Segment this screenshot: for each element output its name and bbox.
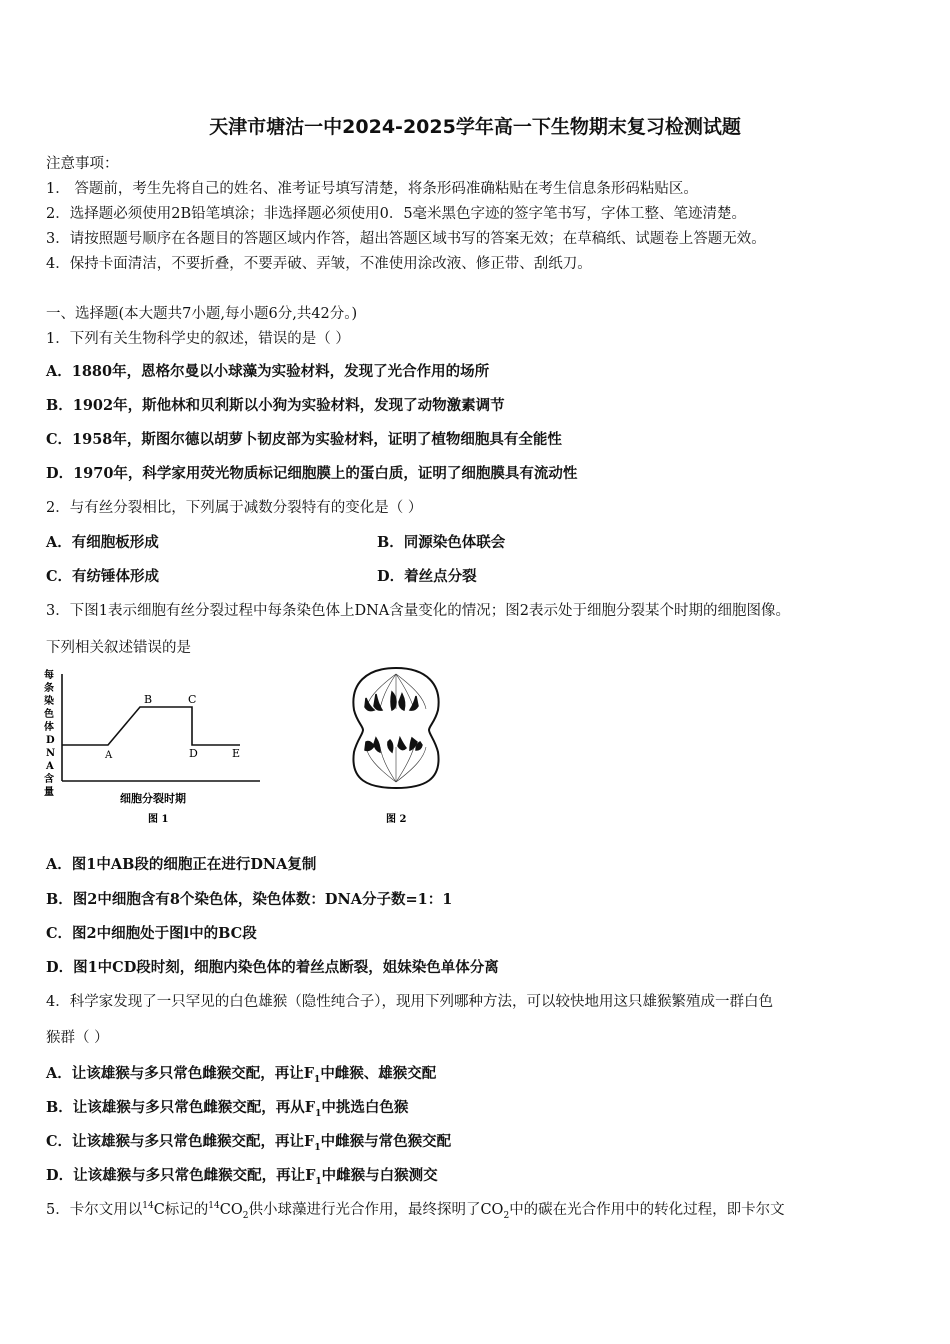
q4-stem-1: 4．科学家发现了一只罕见的白色雄猴（隐性纯合子），现用下列哪种方法，可以较快地用这只雄猴繁殖成一群白色 — [46, 994, 773, 1010]
q3-stem-2: 下列相关叙述错误的是 — [46, 640, 191, 656]
chromosomes-lower — [365, 738, 422, 752]
notice-item-1: 1． 答题前，考生先将自己的姓名、准考证号填写清楚，将条形码准确粘贴在考生信息条形码粘贴区。 — [46, 181, 698, 197]
svg-text:条: 条 — [44, 683, 54, 694]
q4-option-a: A．让该雄猴与多只常色雌猴交配，再让$F_1$中雌猴、雄猴交配 — [46, 1065, 437, 1085]
svg-text:N: N — [46, 748, 56, 759]
q4-option-c: C．让该雄猴与多只常色雌猴交配，再让$F_1$中雌猴与常色猴交配 — [46, 1133, 452, 1153]
fig1-ylabel — [44, 668, 55, 798]
section-heading: 一、选择题(本大题共7小题,每小题6分,共42分。) — [46, 306, 358, 322]
notice-item-2: 2．选择题必须使用2B铅笔填涂；非选择题必须使用0．5毫米黑色字迹的签字笔书写，字体工整、笔迹清楚。 — [46, 206, 747, 222]
q1-option-b: B．1902年，斯他林和贝利斯以小狗为实验材料，发现了动物激素调节 — [46, 397, 505, 414]
svg-text:含: 含 — [44, 774, 54, 785]
fig1-point-a: A — [105, 750, 113, 761]
fig1-point-b: B — [144, 693, 153, 706]
figure-1-graph — [40, 664, 270, 834]
q2-stem: 2．与有丝分裂相比，下列属于减数分裂特有的变化是（ ） — [46, 500, 423, 516]
fig1-point-d: D — [189, 747, 198, 760]
q4-option-d: D．让该雄猴与多只常色雌猴交配，再让$F_1$中雌猴与白猴测交 — [46, 1167, 438, 1187]
q3-option-a: A．图1中AB段的细胞正在进行DNA复制 — [46, 856, 317, 873]
q3-option-d: D．图1中CD段时刻，细胞内染色体的着丝点断裂，姐妹染色单体分离 — [46, 959, 499, 976]
spindle-fibers — [366, 674, 426, 782]
svg-text:染: 染 — [44, 696, 54, 707]
q2-option-b: B．同源染色体联会 — [377, 534, 506, 551]
q3-option-c: C．图2中细胞处于图l中的BC段 — [46, 925, 257, 942]
fig1-dna-curve — [62, 707, 240, 745]
svg-text:A: A — [46, 761, 54, 772]
q2-option-c: C．有纺锤体形成 — [46, 568, 160, 585]
q2-option-d: D．着丝点分裂 — [377, 568, 477, 585]
q2-option-a: A．有细胞板形成 — [46, 534, 159, 551]
fig2-caption: 图 2 — [386, 814, 407, 825]
notice-item-4: 4．保持卡面清洁，不要折叠，不要弄破、弄皱，不准使用涂改液、修正带、刮纸刀。 — [46, 256, 592, 272]
page-title: 天津市塘沽一中2024-2025学年高一下生物期末复习检测试题 — [209, 116, 741, 138]
q5-stem: 5．卡尔文用以$^{14}$C标记的$^{14}CO_2$供小球藻进行光合作用，最终探明了$CO_2$中的碳在光合作用中的转化过程，即卡尔文 — [46, 1201, 785, 1221]
fig1-xlabel: 细胞分裂时期 — [120, 792, 186, 805]
q1-option-c: C．1958年，斯图尔德以胡萝卜韧皮部为实验材料，证明了植物细胞具有全能性 — [46, 431, 562, 448]
svg-text:量: 量 — [44, 787, 54, 798]
fig1-caption: 图 1 — [148, 814, 169, 825]
fig1-point-e: E — [232, 747, 241, 760]
fig1-point-c: C — [188, 693, 197, 706]
notice-heading: 注意事项： — [46, 156, 119, 172]
notice-item-3: 3．请按照题号顺序在各题目的答题区域内作答，超出答题区域书写的答案无效；在草稿纸、试题卷上答题无效。 — [46, 231, 766, 247]
q1-option-a: A．1880年，恩格尔曼以小球藻为实验材料，发现了光合作用的场所 — [46, 363, 490, 380]
svg-text:每: 每 — [44, 670, 54, 681]
q3-option-b: B．图2中细胞含有8个染色体，染色体数：DNA分子数=1：1 — [46, 891, 453, 908]
q1-stem: 1．下列有关生物科学史的叙述，错误的是（ ） — [46, 331, 350, 347]
svg-text:D: D — [46, 735, 55, 746]
q1-option-d: D．1970年，科学家用荧光物质标记细胞膜上的蛋白质，证明了细胞膜具有流动性 — [46, 465, 578, 482]
svg-text:色: 色 — [44, 709, 54, 720]
q3-stem-1: 3．下图1表示细胞有丝分裂过程中每条染色体上DNA含量变化的情况；图2表示处于细胞分裂某个时期的细胞图像。 — [46, 603, 790, 619]
q4-stem-2: 猴群（ ） — [46, 1030, 109, 1046]
q4-option-b: B．让该雄猴与多只常色雌猴交配，再从$F_1$中挑选白色猴 — [46, 1099, 409, 1119]
svg-text:体: 体 — [44, 722, 54, 733]
figure-2-cell — [336, 664, 456, 834]
